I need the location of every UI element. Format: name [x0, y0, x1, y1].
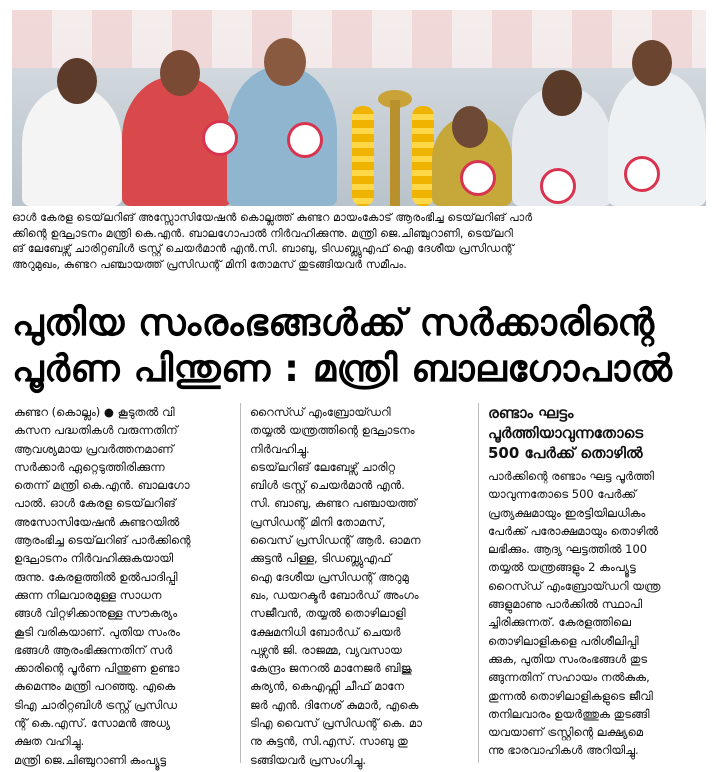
body-line: ഖം, ഡയറക്ടർ ബോർഡ് അംഗം — [250, 587, 419, 602]
tent-canopy — [12, 10, 706, 68]
body-line: ടങ്ങിയവർ പ്രസംഗിച്ചു. — [250, 752, 367, 767]
caption-line: ങ് ലേബേഴ്സ് ചാരിറ്റബിൾ ട്രസ്റ്റ് ചെയർമാൻ എൻ.സി. ബാബു, ടിഡബ്ല്യുഎഫ് ഐ ദേശീയ പ്രസിഡന്റ് — [12, 242, 514, 255]
photo-caption — [12, 210, 706, 274]
body-line: പ്രത്യക്ഷമായും ഇരട്ടിയിലധികം — [488, 505, 646, 520]
body-line: കസന പദ്ധതികൾ വരുന്നതിന് — [14, 423, 178, 438]
body-line: തെന്ന് മന്ത്രി കെ.എൻ. ബാലഗോ — [14, 478, 190, 493]
article-column-2 — [250, 403, 468, 769]
headline — [12, 300, 706, 392]
body-line: പ്രസിഡന്റ് മിനി തോമസ്, — [250, 514, 386, 529]
article-column-3 — [488, 403, 706, 760]
garland-right — [412, 106, 434, 206]
body-line: സർക്കാർ ഏറ്റെടുത്തിരിക്കുന്ന — [14, 459, 165, 474]
badge-4 — [540, 168, 576, 204]
person-1-head — [57, 58, 97, 104]
body-line: ഉദ്ഘാടനം നിർവഹിക്കുകയായി — [14, 551, 174, 566]
person-5-head — [542, 70, 582, 116]
news-photo — [12, 10, 706, 206]
badge-3 — [460, 160, 496, 196]
body-line: ടിഎ ചാരിറ്റബിൾ ട്രസ്റ്റ് പ്രസിഡ — [14, 697, 178, 712]
body-line: ച്ചിരിക്കുന്നത്. കേരളത്തിലെ — [488, 615, 631, 630]
body-line: ങ്ങൾ വിറ്റഴിക്കാനുള്ള സൗകര്യം — [14, 606, 178, 621]
person-4-head — [452, 106, 488, 148]
body-line: പാൽ. ഓൾ കേരള ടെയ്‌ലറിങ് — [14, 496, 176, 511]
body-line: നിർവഹിച്ചു. — [250, 441, 310, 456]
column-divider — [478, 403, 479, 763]
body-line: കേന്ദ്രം ജനറൽ മാനേജർ ബിജു — [250, 661, 412, 676]
body-line: ക്ഷത വഹിച്ചു. — [14, 734, 85, 749]
body-line: ങ്ങുന്നതിന് സഹായം നൽകുക, — [488, 670, 650, 685]
body-line: ബിൾ ട്രസ്റ്റ് ചെയർമാൻ എൻ. — [250, 478, 405, 493]
person-1 — [22, 86, 122, 206]
headline-line-1: പുതിയ സംരംഭങ്ങൾക്ക് സർക്കാരിന്റെ — [12, 301, 655, 344]
subheading — [488, 403, 706, 463]
subheading-line: 500 പേർക്ക് തൊഴിൽ — [488, 444, 643, 462]
body-line: യവയാണ് ട്രസ്റ്റിന്റെ ലക്ഷ്യമെ — [488, 725, 643, 740]
body-line: രുന്നു. കേരളത്തിൽ ഉൽപാദിപ്പി — [14, 569, 178, 584]
column-divider — [240, 403, 241, 763]
body-line: ക്കുക, പുതിയ സംരംഭങ്ങൾ തുട — [488, 651, 648, 666]
caption-line: ഓൾ കേരള ടെയ്‌ലറിങ് അസ്സോസിയേഷൻ കൊല്ലത്ത് കുണ്ടറ മായംകോട് ആരംഭിച്ച ടെയ്‌ലറിങ് പാർ — [12, 211, 533, 224]
body-line: ന്നു ഭാരവാഹികൾ അറിയിച്ചു. — [488, 743, 639, 758]
body-line: ക്കുട്ടൻ പിള്ള, ടിഡബ്ല്യുഎഫ് — [250, 551, 392, 566]
body-line: ക്കുന്ന നിലവാരമുള്ള സാധന — [14, 587, 162, 602]
body-line: പഴ്സൻ ജി. രാജമ്മ, വ്യവസായ — [250, 642, 402, 657]
body-line: ഐ ദേശീയ പ്രസിഡന്റ് അറുമു — [250, 569, 409, 584]
caption-line: ക്കിന്റെ ഉദ്ഘാടനം മന്ത്രി കെ.എൻ. ബാലഗോപാൽ നിർവഹിക്കുന്നു. മന്ത്രി ജെ.ചിഞ്ചുറാണി, ടെയ്‌ലറി — [12, 226, 513, 240]
body-line: സി. ബാബു, കുണ്ടറ പഞ്ചായത്ത് — [250, 496, 417, 511]
body-line: തയ്യൽ യന്ത്രങ്ങളും 2 കംപ്യൂട്ട — [488, 560, 636, 575]
body-line: ഭങ്ങൾ ആരംഭിക്കുന്നതിന് സർ — [14, 642, 173, 657]
body-line: ങ്ങളുമാണു പാർക്കിൽ സ്ഥാപി — [488, 597, 643, 612]
body-line: ന്റ് കെ.എസ്. സോമൻ അധ്യ — [14, 716, 171, 731]
article-column-1 — [14, 403, 230, 769]
headline-line-2: പൂർണ പിന്തുണ : മന്ത്രി ബാലഗോപാൽ — [12, 347, 673, 390]
body-line: അസോസിയേഷൻ കുണ്ടറയിൽ — [14, 514, 180, 529]
badge-1 — [202, 120, 238, 156]
oil-lamp — [390, 100, 400, 206]
body-line: നു കുട്ടൻ, സി.എസ്. സാബു തു — [250, 734, 408, 749]
body-line: ടെയ്‌ലറിങ് ലേബേഴ്സ് ചാരിറ്റ — [250, 459, 396, 474]
body-line: പാർക്കിന്റെ രണ്ടാം ഘട്ട പൂർത്തി — [488, 469, 654, 483]
body-line: ആവശ്യമായ പ്രവർത്തനമാണ് — [14, 441, 174, 456]
body-line: ആരംഭിച്ച ടെയ്‌ലറിങ് പാർക്കിന്റെ — [14, 533, 191, 548]
body-line: റൈസ്ഡ് എംബ്രോയ്ഡറി — [250, 405, 391, 419]
body-line: ക്കാരിന്റെ പൂർണ പിന്തുണ ഉണ്ടാ — [14, 661, 180, 676]
body-line: തൊഴിലാളികളെ പരിശീലിപ്പി — [488, 633, 639, 648]
body-line: തനിലവാരം ഉയർത്തുക തുടങ്ങി — [488, 706, 650, 721]
body-line: കുണ്ടറ (കൊല്ലം) ● കൂടുതൽ വി — [14, 405, 175, 419]
body-line: തുന്നൽ തൊഴിലാളികളുടെ ജീവി — [488, 688, 653, 703]
garland-left — [352, 106, 374, 206]
body-line: ടിഎ വൈസ് പ്രസിഡന്റ് കെ. മാ — [250, 716, 422, 731]
body-line: കൂടി വരികയാണ്. പുതിയ സംരം — [14, 624, 180, 639]
body-line: കുമെന്നും മന്ത്രി പറഞ്ഞു. എകെ — [14, 679, 176, 694]
person-3-head — [264, 38, 306, 86]
person-2-head — [160, 50, 200, 96]
body-line: തയ്യൽ യന്ത്രത്തിന്റെ ഉദ്ഘാടനം — [250, 423, 415, 438]
body-line: ലഭിക്കും. ആദ്യ ഘട്ടത്തിൽ 100 — [488, 542, 648, 557]
subheading-line: രണ്ടാം ഘട്ടം — [488, 404, 574, 422]
body-line: സജീവൻ, തയ്യൽ തൊഴിലാളി — [250, 606, 406, 621]
body-line: ജർ എൻ. ദിനേശ് കുമാർ, എകെ — [250, 697, 419, 712]
caption-line: അറുമുഖം, കുണ്ടറ പഞ്ചായത്ത് പ്രസിഡന്റ് മിനി തോമസ് തുടങ്ങിയവർ സമീപം. — [12, 257, 407, 271]
body-line: മന്ത്രി ജെ.ചിഞ്ചുറാണി കംപ്യൂട്ട — [14, 752, 167, 767]
body-line: കുര്യൻ, കെഎഫ്സി ചീഫ് മാനേ — [250, 679, 405, 694]
subheading-line: പൂർത്തിയാവുന്നതോടെ — [488, 424, 644, 442]
body-line: യാവുന്നതോടെ 500 പേർക്ക് — [488, 487, 637, 502]
body-line: പേർക്ക് പരോക്ഷമായും തൊഴിൽ — [488, 523, 659, 538]
body-line: ക്ഷേമനിധി ബോർഡ് ചെയർ — [250, 624, 401, 639]
badge-2 — [287, 122, 323, 158]
body-line: വൈസ് പ്രസിഡന്റ് ആർ. ഓമന — [250, 533, 421, 548]
person-6 — [608, 71, 706, 206]
body-line: റൈസ്ഡ് എംബ്രോയ്ഡറി യന്ത്ര — [488, 578, 661, 593]
badge-5 — [624, 156, 660, 192]
person-6-head — [632, 40, 672, 86]
